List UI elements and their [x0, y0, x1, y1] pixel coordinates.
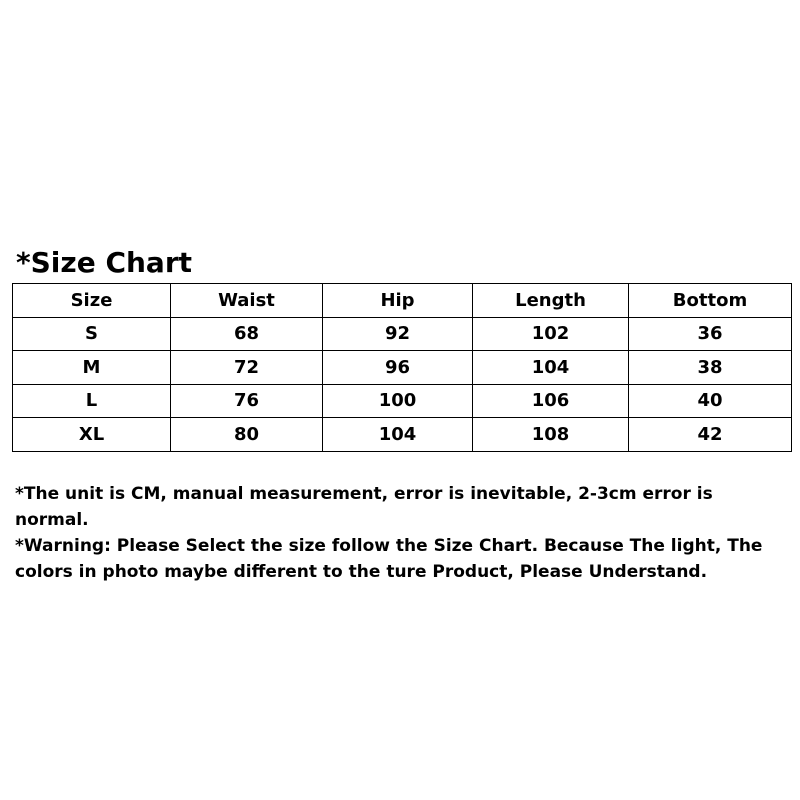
cell-hip: 96	[323, 351, 473, 385]
cell-hip: 100	[323, 384, 473, 418]
cell-bottom: 38	[629, 351, 792, 385]
header-bottom: Bottom	[629, 284, 792, 318]
table-row	[13, 317, 792, 351]
page-title: *Size Chart	[16, 246, 193, 279]
cell-size: S	[13, 317, 171, 351]
table-row	[13, 418, 792, 452]
header-waist: Waist	[171, 284, 323, 318]
header-hip: Hip	[323, 284, 473, 318]
table-header-row	[13, 284, 792, 318]
cell-hip: 92	[323, 317, 473, 351]
table-row	[13, 351, 792, 385]
cell-hip: 104	[323, 418, 473, 452]
header-length: Length	[473, 284, 629, 318]
cell-waist: 72	[171, 351, 323, 385]
warning-note: *Warning: Please Select the size follow the Size Chart. Because The light, The colors in photo maybe different to the ture Product, Please Understand.	[15, 536, 763, 582]
size-chart-table	[12, 283, 792, 452]
cell-size: M	[13, 351, 171, 385]
cell-bottom: 40	[629, 384, 792, 418]
cell-waist: 80	[171, 418, 323, 452]
cell-length: 108	[473, 418, 629, 452]
cell-waist: 68	[171, 317, 323, 351]
table-row	[13, 384, 792, 418]
cell-length: 102	[473, 317, 629, 351]
unit-note: *The unit is CM, manual measurement, error is inevitable, 2-3cm error is normal.	[15, 484, 713, 530]
cell-size: XL	[13, 418, 171, 452]
notes-section	[15, 481, 790, 585]
cell-length: 104	[473, 351, 629, 385]
cell-size: L	[13, 384, 171, 418]
cell-bottom: 36	[629, 317, 792, 351]
cell-bottom: 42	[629, 418, 792, 452]
cell-waist: 76	[171, 384, 323, 418]
cell-length: 106	[473, 384, 629, 418]
header-size: Size	[13, 284, 171, 318]
